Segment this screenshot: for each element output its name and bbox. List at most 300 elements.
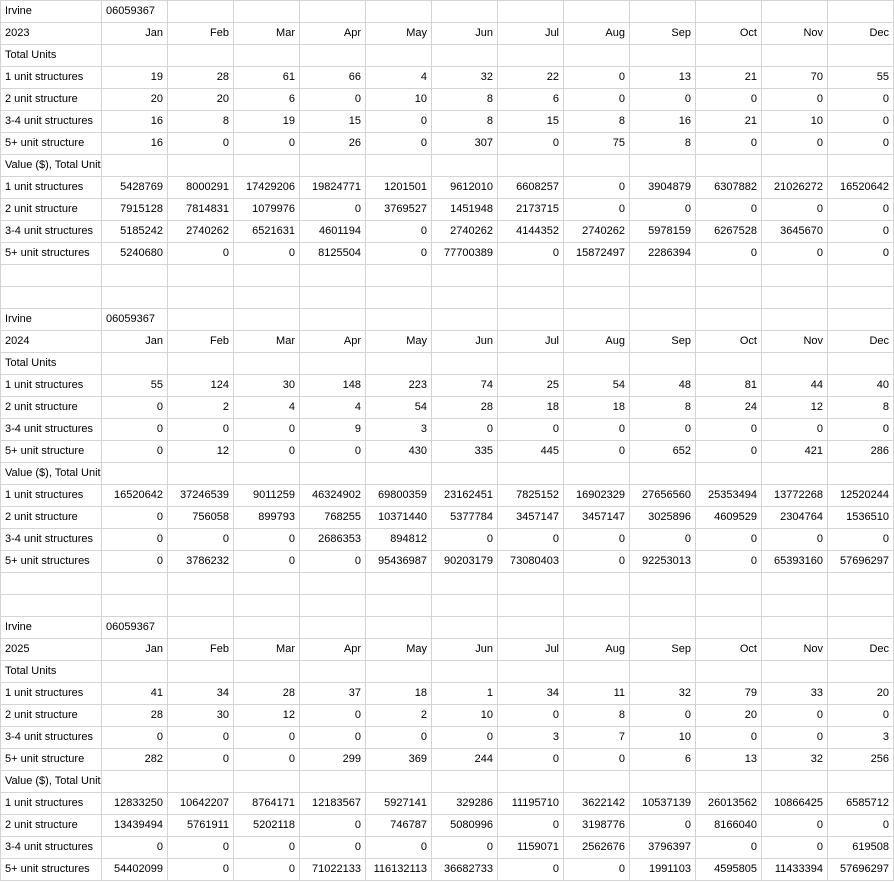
data-cell[interactable]: 0: [696, 837, 762, 859]
month-header[interactable]: Sep: [630, 331, 696, 353]
row-label[interactable]: 3-4 unit structures: [1, 111, 102, 133]
data-cell[interactable]: 81: [696, 375, 762, 397]
data-cell[interactable]: 0: [300, 441, 366, 463]
data-cell[interactable]: 0: [696, 441, 762, 463]
data-cell[interactable]: 0: [630, 199, 696, 221]
empty-cell[interactable]: [828, 45, 894, 67]
data-cell[interactable]: 0: [498, 705, 564, 727]
empty-cell[interactable]: [300, 309, 366, 331]
data-cell[interactable]: 19: [234, 111, 300, 133]
section-label[interactable]: Value ($), Total Unit: [1, 771, 102, 793]
data-cell[interactable]: 0: [564, 419, 630, 441]
empty-cell[interactable]: [828, 309, 894, 331]
month-header[interactable]: Apr: [300, 23, 366, 45]
month-header[interactable]: Feb: [168, 639, 234, 661]
empty-cell[interactable]: [564, 463, 630, 485]
empty-cell[interactable]: [828, 573, 894, 595]
row-label[interactable]: 5+ unit structure: [1, 749, 102, 771]
row-label[interactable]: 3-4 unit structures: [1, 419, 102, 441]
data-cell[interactable]: 0: [234, 419, 300, 441]
data-cell[interactable]: 0: [762, 133, 828, 155]
month-header[interactable]: Nov: [762, 639, 828, 661]
month-header[interactable]: Dec: [828, 331, 894, 353]
empty-cell[interactable]: [168, 45, 234, 67]
month-header[interactable]: Jul: [498, 639, 564, 661]
data-cell[interactable]: 73080403: [498, 551, 564, 573]
data-cell[interactable]: 4595805: [696, 859, 762, 881]
data-cell[interactable]: 0: [564, 749, 630, 771]
data-cell[interactable]: 10: [630, 727, 696, 749]
data-cell[interactable]: 0: [564, 199, 630, 221]
empty-cell[interactable]: [498, 661, 564, 683]
empty-cell[interactable]: [498, 1, 564, 23]
data-cell[interactable]: 3: [828, 727, 894, 749]
empty-cell[interactable]: [366, 287, 432, 309]
data-cell[interactable]: 25: [498, 375, 564, 397]
data-cell[interactable]: 0: [498, 133, 564, 155]
data-cell[interactable]: 1201501: [366, 177, 432, 199]
data-cell[interactable]: 2304764: [762, 507, 828, 529]
data-cell[interactable]: 0: [828, 111, 894, 133]
data-cell[interactable]: 4144352: [498, 221, 564, 243]
data-cell[interactable]: 0: [762, 89, 828, 111]
data-cell[interactable]: 0: [762, 837, 828, 859]
month-header[interactable]: Mar: [234, 23, 300, 45]
empty-cell[interactable]: [432, 155, 498, 177]
row-label[interactable]: 3-4 unit structures: [1, 727, 102, 749]
empty-cell[interactable]: [498, 309, 564, 331]
empty-cell[interactable]: [498, 463, 564, 485]
data-cell[interactable]: 33: [762, 683, 828, 705]
data-cell[interactable]: 0: [102, 551, 168, 573]
row-label[interactable]: 2 unit structure: [1, 507, 102, 529]
data-cell[interactable]: 6307882: [696, 177, 762, 199]
data-cell[interactable]: 0: [168, 529, 234, 551]
empty-cell[interactable]: [366, 353, 432, 375]
row-label[interactable]: 3-4 unit structures: [1, 221, 102, 243]
data-cell[interactable]: 0: [366, 727, 432, 749]
empty-cell[interactable]: [300, 353, 366, 375]
data-cell[interactable]: 13: [696, 749, 762, 771]
data-cell[interactable]: 18: [366, 683, 432, 705]
data-cell[interactable]: 0: [696, 89, 762, 111]
data-cell[interactable]: 0: [498, 749, 564, 771]
data-cell[interactable]: 0: [498, 419, 564, 441]
month-header[interactable]: Sep: [630, 639, 696, 661]
data-cell[interactable]: 44: [762, 375, 828, 397]
empty-cell[interactable]: [828, 287, 894, 309]
data-cell[interactable]: 15: [300, 111, 366, 133]
data-cell[interactable]: 0: [366, 243, 432, 265]
data-cell[interactable]: 0: [762, 705, 828, 727]
data-cell[interactable]: 4: [366, 67, 432, 89]
empty-cell[interactable]: [828, 155, 894, 177]
row-label[interactable]: 5+ unit structures: [1, 243, 102, 265]
data-cell[interactable]: 0: [102, 397, 168, 419]
data-cell[interactable]: 0: [168, 243, 234, 265]
data-cell[interactable]: 16: [102, 133, 168, 155]
empty-cell[interactable]: [1, 595, 102, 617]
empty-cell[interactable]: [630, 45, 696, 67]
month-header[interactable]: Aug: [564, 331, 630, 353]
data-cell[interactable]: 5080996: [432, 815, 498, 837]
empty-cell[interactable]: [630, 309, 696, 331]
empty-cell[interactable]: [168, 155, 234, 177]
data-cell[interactable]: 30: [234, 375, 300, 397]
data-cell[interactable]: 26: [300, 133, 366, 155]
empty-cell[interactable]: [696, 617, 762, 639]
data-cell[interactable]: 0: [102, 419, 168, 441]
data-cell[interactable]: 8: [564, 705, 630, 727]
month-header[interactable]: Nov: [762, 331, 828, 353]
empty-cell[interactable]: [564, 353, 630, 375]
empty-cell[interactable]: [828, 595, 894, 617]
data-cell[interactable]: 15: [498, 111, 564, 133]
empty-cell[interactable]: [696, 661, 762, 683]
empty-cell[interactable]: [828, 353, 894, 375]
data-cell[interactable]: 0: [234, 529, 300, 551]
month-header[interactable]: Oct: [696, 23, 762, 45]
data-cell[interactable]: 445: [498, 441, 564, 463]
empty-cell[interactable]: [432, 45, 498, 67]
empty-cell[interactable]: [234, 463, 300, 485]
data-cell[interactable]: 8: [828, 397, 894, 419]
data-cell[interactable]: 0: [168, 837, 234, 859]
empty-cell[interactable]: [564, 595, 630, 617]
data-cell[interactable]: 7915128: [102, 199, 168, 221]
data-cell[interactable]: 0: [696, 529, 762, 551]
empty-cell[interactable]: [102, 463, 168, 485]
empty-cell[interactable]: [432, 771, 498, 793]
empty-cell[interactable]: [432, 463, 498, 485]
data-cell[interactable]: 0: [564, 551, 630, 573]
place-code[interactable]: 06059367: [102, 309, 168, 331]
empty-cell[interactable]: [234, 265, 300, 287]
data-cell[interactable]: 13439494: [102, 815, 168, 837]
data-cell[interactable]: 11: [564, 683, 630, 705]
data-cell[interactable]: 894812: [366, 529, 432, 551]
data-cell[interactable]: 0: [564, 89, 630, 111]
empty-cell[interactable]: [300, 661, 366, 683]
data-cell[interactable]: 25353494: [696, 485, 762, 507]
data-cell[interactable]: 0: [564, 441, 630, 463]
data-cell[interactable]: 0: [234, 243, 300, 265]
empty-cell[interactable]: [564, 771, 630, 793]
data-cell[interactable]: 27656560: [630, 485, 696, 507]
empty-cell[interactable]: [366, 265, 432, 287]
data-cell[interactable]: 0: [630, 815, 696, 837]
data-cell[interactable]: 8000291: [168, 177, 234, 199]
data-cell[interactable]: 3457147: [564, 507, 630, 529]
data-cell[interactable]: 0: [762, 243, 828, 265]
empty-cell[interactable]: [630, 617, 696, 639]
empty-cell[interactable]: [168, 353, 234, 375]
data-cell[interactable]: 1079976: [234, 199, 300, 221]
data-cell[interactable]: 20: [828, 683, 894, 705]
data-cell[interactable]: 32: [432, 67, 498, 89]
month-header[interactable]: Feb: [168, 23, 234, 45]
data-cell[interactable]: 0: [102, 727, 168, 749]
empty-cell[interactable]: [498, 155, 564, 177]
data-cell[interactable]: 899793: [234, 507, 300, 529]
empty-cell[interactable]: [696, 463, 762, 485]
data-cell[interactable]: 0: [168, 419, 234, 441]
data-cell[interactable]: 2: [168, 397, 234, 419]
empty-cell[interactable]: [168, 463, 234, 485]
empty-cell[interactable]: [366, 45, 432, 67]
data-cell[interactable]: 0: [168, 133, 234, 155]
data-cell[interactable]: 0: [828, 199, 894, 221]
place-code[interactable]: 06059367: [102, 617, 168, 639]
empty-cell[interactable]: [102, 265, 168, 287]
data-cell[interactable]: 10866425: [762, 793, 828, 815]
data-cell[interactable]: 40: [828, 375, 894, 397]
data-cell[interactable]: 5978159: [630, 221, 696, 243]
data-cell[interactable]: 0: [432, 727, 498, 749]
data-cell[interactable]: 0: [366, 111, 432, 133]
row-label[interactable]: 5+ unit structure: [1, 133, 102, 155]
month-header[interactable]: May: [366, 639, 432, 661]
data-cell[interactable]: 4: [234, 397, 300, 419]
data-cell[interactable]: 24: [696, 397, 762, 419]
data-cell[interactable]: 223: [366, 375, 432, 397]
data-cell[interactable]: 7: [564, 727, 630, 749]
data-cell[interactable]: 90203179: [432, 551, 498, 573]
data-cell[interactable]: 65393160: [762, 551, 828, 573]
empty-cell[interactable]: [564, 155, 630, 177]
month-header[interactable]: Jul: [498, 331, 564, 353]
empty-cell[interactable]: [762, 45, 828, 67]
data-cell[interactable]: 0: [696, 419, 762, 441]
data-cell[interactable]: 3645670: [762, 221, 828, 243]
data-cell[interactable]: 8: [630, 133, 696, 155]
empty-cell[interactable]: [366, 617, 432, 639]
data-cell[interactable]: 8: [432, 89, 498, 111]
data-cell[interactable]: 0: [300, 727, 366, 749]
row-label[interactable]: 2 unit structure: [1, 199, 102, 221]
row-label[interactable]: 2 unit structure: [1, 705, 102, 727]
empty-cell[interactable]: [828, 661, 894, 683]
empty-cell[interactable]: [762, 287, 828, 309]
data-cell[interactable]: 61: [234, 67, 300, 89]
data-cell[interactable]: 0: [630, 705, 696, 727]
data-cell[interactable]: 124: [168, 375, 234, 397]
row-label[interactable]: 1 unit structures: [1, 485, 102, 507]
empty-cell[interactable]: [762, 353, 828, 375]
empty-cell[interactable]: [366, 155, 432, 177]
data-cell[interactable]: 21: [696, 67, 762, 89]
data-cell[interactable]: 13772268: [762, 485, 828, 507]
data-cell[interactable]: 329286: [432, 793, 498, 815]
data-cell[interactable]: 6521631: [234, 221, 300, 243]
empty-cell[interactable]: [762, 617, 828, 639]
empty-cell[interactable]: [564, 45, 630, 67]
empty-cell[interactable]: [564, 661, 630, 683]
data-cell[interactable]: 3: [498, 727, 564, 749]
data-cell[interactable]: 19: [102, 67, 168, 89]
data-cell[interactable]: 37: [300, 683, 366, 705]
empty-cell[interactable]: [366, 309, 432, 331]
empty-cell[interactable]: [630, 771, 696, 793]
data-cell[interactable]: 57696297: [828, 859, 894, 881]
data-cell[interactable]: 0: [300, 705, 366, 727]
data-cell[interactable]: 0: [234, 727, 300, 749]
empty-cell[interactable]: [102, 45, 168, 67]
data-cell[interactable]: 0: [828, 89, 894, 111]
empty-cell[interactable]: [696, 1, 762, 23]
row-label[interactable]: 1 unit structures: [1, 177, 102, 199]
data-cell[interactable]: 148: [300, 375, 366, 397]
empty-cell[interactable]: [168, 265, 234, 287]
data-cell[interactable]: 37246539: [168, 485, 234, 507]
data-cell[interactable]: 16520642: [102, 485, 168, 507]
data-cell[interactable]: 22: [498, 67, 564, 89]
data-cell[interactable]: 3796397: [630, 837, 696, 859]
data-cell[interactable]: 2286394: [630, 243, 696, 265]
data-cell[interactable]: 0: [168, 727, 234, 749]
empty-cell[interactable]: [828, 1, 894, 23]
data-cell[interactable]: 0: [234, 133, 300, 155]
month-header[interactable]: Feb: [168, 331, 234, 353]
row-label[interactable]: 1 unit structures: [1, 375, 102, 397]
data-cell[interactable]: 36682733: [432, 859, 498, 881]
month-header[interactable]: Mar: [234, 639, 300, 661]
data-cell[interactable]: 0: [498, 529, 564, 551]
data-cell[interactable]: 23162451: [432, 485, 498, 507]
data-cell[interactable]: 256: [828, 749, 894, 771]
data-cell[interactable]: 1451948: [432, 199, 498, 221]
data-cell[interactable]: 15872497: [564, 243, 630, 265]
data-cell[interactable]: 57696297: [828, 551, 894, 573]
empty-cell[interactable]: [828, 771, 894, 793]
place-code[interactable]: 06059367: [102, 1, 168, 23]
year-label[interactable]: 2023: [1, 23, 102, 45]
empty-cell[interactable]: [762, 661, 828, 683]
data-cell[interactable]: 0: [234, 859, 300, 881]
month-header[interactable]: Jun: [432, 639, 498, 661]
data-cell[interactable]: 12: [234, 705, 300, 727]
data-cell[interactable]: 26013562: [696, 793, 762, 815]
data-cell[interactable]: 12520244: [828, 485, 894, 507]
data-cell[interactable]: 19824771: [300, 177, 366, 199]
empty-cell[interactable]: [696, 287, 762, 309]
data-cell[interactable]: 4601194: [300, 221, 366, 243]
empty-cell[interactable]: [102, 155, 168, 177]
data-cell[interactable]: 28: [234, 683, 300, 705]
empty-cell[interactable]: [564, 265, 630, 287]
data-cell[interactable]: 54: [366, 397, 432, 419]
empty-cell[interactable]: [234, 353, 300, 375]
data-cell[interactable]: 55: [828, 67, 894, 89]
data-cell[interactable]: 10371440: [366, 507, 432, 529]
data-cell[interactable]: 16902329: [564, 485, 630, 507]
empty-cell[interactable]: [102, 287, 168, 309]
empty-cell[interactable]: [630, 287, 696, 309]
data-cell[interactable]: 0: [366, 837, 432, 859]
empty-cell[interactable]: [300, 617, 366, 639]
row-label[interactable]: 1 unit structures: [1, 793, 102, 815]
data-cell[interactable]: 6585712: [828, 793, 894, 815]
empty-cell[interactable]: [300, 595, 366, 617]
data-cell[interactable]: 1991103: [630, 859, 696, 881]
place-name[interactable]: Irvine: [1, 309, 102, 331]
month-header[interactable]: Jan: [102, 639, 168, 661]
empty-cell[interactable]: [102, 595, 168, 617]
empty-cell[interactable]: [696, 45, 762, 67]
empty-cell[interactable]: [564, 287, 630, 309]
data-cell[interactable]: 3786232: [168, 551, 234, 573]
empty-cell[interactable]: [762, 771, 828, 793]
data-cell[interactable]: 0: [366, 221, 432, 243]
data-cell[interactable]: 4: [300, 397, 366, 419]
data-cell[interactable]: 8: [630, 397, 696, 419]
data-cell[interactable]: 5761911: [168, 815, 234, 837]
year-label[interactable]: 2024: [1, 331, 102, 353]
data-cell[interactable]: 79: [696, 683, 762, 705]
data-cell[interactable]: 28: [102, 705, 168, 727]
row-label[interactable]: 1 unit structures: [1, 683, 102, 705]
section-label[interactable]: Value ($), Total Unit: [1, 155, 102, 177]
data-cell[interactable]: 54402099: [102, 859, 168, 881]
data-cell[interactable]: 2: [366, 705, 432, 727]
month-header[interactable]: Oct: [696, 331, 762, 353]
empty-cell[interactable]: [234, 309, 300, 331]
data-cell[interactable]: 2562676: [564, 837, 630, 859]
data-cell[interactable]: 34: [168, 683, 234, 705]
data-cell[interactable]: 9011259: [234, 485, 300, 507]
empty-cell[interactable]: [432, 287, 498, 309]
data-cell[interactable]: 10: [366, 89, 432, 111]
data-cell[interactable]: 54: [564, 375, 630, 397]
year-label[interactable]: 2025: [1, 639, 102, 661]
data-cell[interactable]: 0: [234, 441, 300, 463]
empty-cell[interactable]: [498, 573, 564, 595]
empty-cell[interactable]: [102, 353, 168, 375]
data-cell[interactable]: 0: [564, 529, 630, 551]
empty-cell[interactable]: [168, 309, 234, 331]
section-label[interactable]: Total Units: [1, 45, 102, 67]
data-cell[interactable]: 0: [432, 419, 498, 441]
data-cell[interactable]: 0: [432, 529, 498, 551]
month-header[interactable]: Jan: [102, 331, 168, 353]
empty-cell[interactable]: [630, 265, 696, 287]
empty-cell[interactable]: [234, 617, 300, 639]
data-cell[interactable]: 619508: [828, 837, 894, 859]
row-label[interactable]: 2 unit structure: [1, 89, 102, 111]
empty-cell[interactable]: [696, 595, 762, 617]
data-cell[interactable]: 0: [828, 243, 894, 265]
data-cell[interactable]: 11433394: [762, 859, 828, 881]
row-label[interactable]: 3-4 unit structures: [1, 837, 102, 859]
month-header[interactable]: Dec: [828, 23, 894, 45]
data-cell[interactable]: 4609529: [696, 507, 762, 529]
data-cell[interactable]: 0: [696, 133, 762, 155]
empty-cell[interactable]: [762, 463, 828, 485]
data-cell[interactable]: 746787: [366, 815, 432, 837]
data-cell[interactable]: 3457147: [498, 507, 564, 529]
data-cell[interactable]: 0: [300, 837, 366, 859]
empty-cell[interactable]: [234, 661, 300, 683]
data-cell[interactable]: 13: [630, 67, 696, 89]
data-cell[interactable]: 0: [234, 749, 300, 771]
data-cell[interactable]: 8166040: [696, 815, 762, 837]
data-cell[interactable]: 3769527: [366, 199, 432, 221]
row-label[interactable]: 5+ unit structures: [1, 551, 102, 573]
row-label[interactable]: 1 unit structures: [1, 67, 102, 89]
month-header[interactable]: Jan: [102, 23, 168, 45]
data-cell[interactable]: 0: [564, 67, 630, 89]
data-cell[interactable]: 2740262: [432, 221, 498, 243]
